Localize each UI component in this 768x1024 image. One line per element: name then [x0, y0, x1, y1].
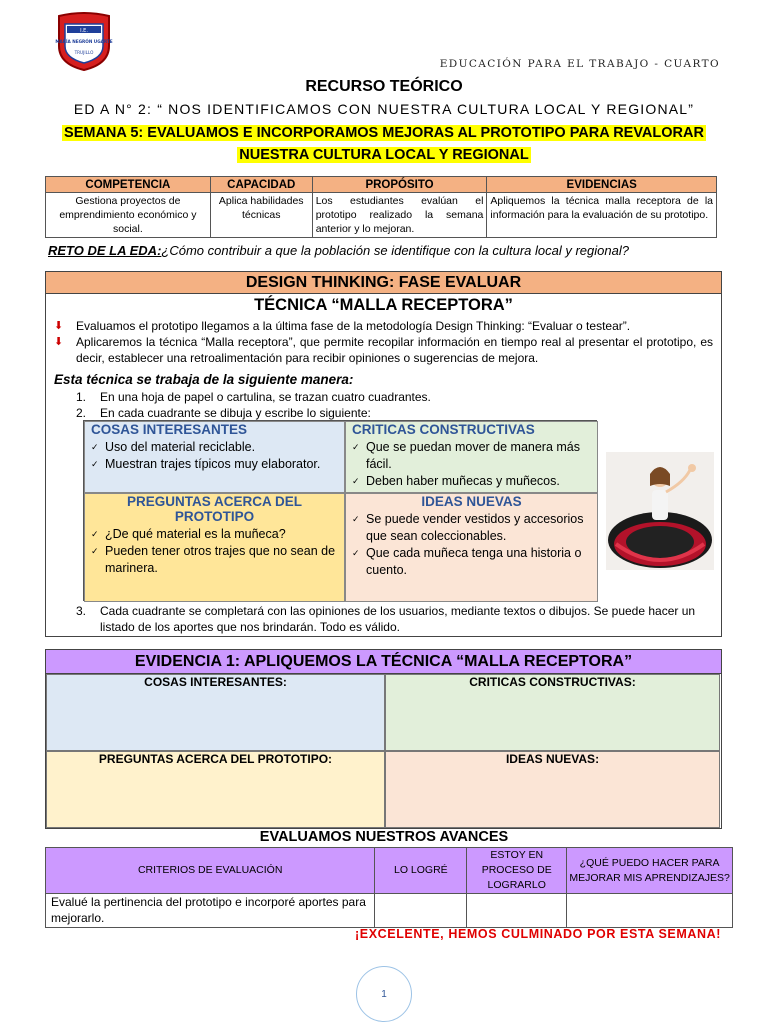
header-proposito: PROPÓSITO — [312, 177, 487, 193]
steps-list — [76, 389, 721, 421]
eda-subtitle: ED A N° 2: “ NOS IDENTIFICAMOS CON NUESTRA CULTURA LOCAL Y REGIONAL” — [73, 101, 695, 117]
evidencia-cell-ideas[interactable]: IDEAS NUEVAS: — [385, 751, 720, 828]
quadrant-cosas-interesantes — [84, 421, 345, 493]
excelente-message: ¡EXCELENTE, HEMOS CULMINADO POR ESTA SEMANA! — [355, 927, 721, 941]
header-capacidad: CAPACIDAD — [210, 177, 312, 193]
evidencia-cell-criticas[interactable]: CRITICAS CONSTRUCTIVAS: — [385, 674, 720, 751]
header-lo-logre: LO LOGRÉ — [375, 848, 467, 894]
check-icon: ✓ — [352, 476, 360, 486]
header-en-proceso: ESTOY EN PROCESO DE LOGRARLO — [467, 848, 567, 894]
avances-title: EVALUAMOS NUESTROS AVANCES — [259, 829, 509, 845]
semana-line-2: NUESTRA CULTURA LOCAL Y REGIONAL — [239, 147, 529, 163]
step-text: En cada cuadrante se dibuja y escribe lo siguiente: — [100, 406, 371, 420]
tecnica-intro: Esta técnica se trabaja de la siguiente manera: — [54, 372, 354, 387]
page-title: RECURSO TEÓRICO — [305, 78, 463, 95]
malla-receptora-grid — [83, 420, 597, 601]
check-icon: ✓ — [91, 459, 99, 469]
step-3 — [76, 603, 716, 635]
page-number: 1 — [356, 966, 412, 1022]
avances-table — [45, 847, 733, 928]
design-thinking-section — [45, 271, 722, 637]
check-icon: ✓ — [91, 546, 99, 556]
check-icon: ✓ — [352, 548, 360, 558]
quadrant-title: IDEAS NUEVAS — [421, 494, 522, 509]
semana-line-1: SEMANA 5: EVALUAMOS E INCORPORAMOS MEJORAS AL PROTOTIPO PARA REVALORAR — [64, 125, 704, 141]
quadrant-criticas-constructivas — [345, 421, 598, 493]
list-item: ✓ ¿De qué material es la muñeca? — [91, 527, 286, 541]
step-number: 2. — [76, 406, 87, 420]
check-icon: ✓ — [91, 529, 99, 539]
reto-label: RETO DE LA EDA: — [48, 243, 162, 258]
arrow-bullet-icon: ⬇ — [54, 336, 64, 348]
step-text: Cada cuadrante se completará con las opiniones de los usuarios, mediante textos o dibujos. Se puede hacer un listado de los aportes que nos brindarán. Todo es válido. — [100, 604, 696, 634]
step-item — [76, 405, 721, 421]
quadrant-title: COSAS INTERESANTES — [91, 422, 248, 437]
list-item: ✓ Deben haber muñecas y muñecos. — [352, 474, 560, 488]
cell-criterio: Evalué la pertinencia del prototipo e incorporé aportes para mejorarlo. — [46, 894, 375, 928]
evidencia-section — [45, 649, 722, 829]
header-competencia: COMPETENCIA — [46, 177, 211, 193]
cell-capacidad: Aplica habilidades técnicas — [210, 193, 312, 238]
check-icon: ✓ — [91, 442, 99, 452]
evidencia-cell-preguntas[interactable]: PREGUNTAS ACERCA DEL PROTOTIPO: — [46, 751, 385, 828]
check-icon: ✓ — [352, 514, 360, 524]
evidencia-cell-interesantes[interactable]: COSAS INTERESANTES: — [46, 674, 385, 751]
list-item: ✓ Que cada muñeca tenga una historia o cuento. — [352, 546, 582, 577]
step-number: 1. — [76, 390, 87, 404]
bullet-item — [54, 334, 721, 366]
list-item: ✓ Muestran trajes típicos muy elaborator. — [91, 457, 321, 471]
list-item: ✓ Que se puedan mover de manera más fácil. — [352, 440, 581, 471]
evidencia-grid — [46, 674, 721, 828]
intro-bullets — [54, 318, 721, 366]
quadrant-preguntas — [84, 493, 345, 602]
arrow-bullet-icon: ⬇ — [54, 320, 64, 332]
header-evidencias: EVIDENCIAS — [487, 177, 717, 193]
logo-text-ie: I.E. — [80, 28, 88, 34]
list-item: ✓ Pueden tener otros trajes que no sean de marinera. — [91, 544, 336, 575]
cell-proposito: Los estudiantes evalúan el prototipo realizado la semana anterior y lo mejoran. — [312, 193, 487, 238]
reto-text: ¿Cómo contribuir a que la población se identifique con la cultura local y regional? — [161, 243, 629, 258]
quadrant-title: CRITICAS CONSTRUCTIVAS — [352, 422, 535, 437]
step-number: 3. — [76, 604, 87, 618]
competencia-table — [45, 176, 717, 238]
reto-line — [48, 243, 629, 258]
list-item: ✓ Uso del material reciclable. — [91, 440, 256, 454]
bullet-item — [54, 318, 721, 334]
step-text: En una hoja de papel o cartulina, se trazan cuatro cuadrantes. — [100, 390, 431, 404]
evidencia-heading: EVIDENCIA 1: APLIQUEMOS LA TÉCNICA “MALLA RECEPTORA” — [46, 650, 721, 674]
design-thinking-heading: DESIGN THINKING: FASE EVALUAR — [46, 272, 721, 294]
step-item — [76, 389, 721, 405]
doll-photo — [606, 452, 714, 570]
course-label: EDUCACIÓN PARA EL TRABAJO - CUARTO — [439, 58, 720, 70]
cell-mejorar[interactable] — [567, 894, 733, 928]
cell-en-proceso[interactable] — [467, 894, 567, 928]
bullet-text: Aplicaremos la técnica “Malla receptora”, que permite recopilar información en tiempo real al presentar el prototipo, es decir, establecer una retroalimentación para recibir opiniones o sugerencias de mejora. — [76, 335, 713, 365]
school-logo — [55, 12, 113, 72]
logo-text-city: TRUJILLO — [74, 50, 94, 55]
tecnica-subheading: TÉCNICA “MALLA RECEPTORA” — [254, 296, 513, 314]
check-icon: ✓ — [352, 442, 360, 452]
list-item: ✓ Se puede vender vestidos y accesorios que sean coleccionables. — [352, 512, 584, 543]
header-criterios: CRITERIOS DE EVALUACIÓN — [46, 848, 375, 894]
header-que-puedo-hacer: ¿QUÉ PUEDO HACER PARA MEJORAR MIS APRENDIZAJES? — [567, 848, 733, 894]
quadrant-title: PREGUNTAS ACERCA DEL PROTOTIPO — [126, 494, 302, 524]
semana-title — [40, 122, 728, 166]
quadrant-ideas-nuevas — [345, 493, 598, 602]
cell-competencia: Gestiona proyectos de emprendimiento económico y social. — [46, 193, 211, 238]
cell-evidencias: Apliquemos la técnica malla receptora de la información para la evaluación de su prototipo. — [487, 193, 717, 238]
cell-lo-logre[interactable] — [375, 894, 467, 928]
bullet-text: Evaluamos el prototipo llegamos a la última fase de la metodología Design Thinking: “Evaluar o testear”. — [76, 319, 631, 333]
logo-text-name: MARÍA NEGRÓN UGARTE — [55, 39, 113, 44]
